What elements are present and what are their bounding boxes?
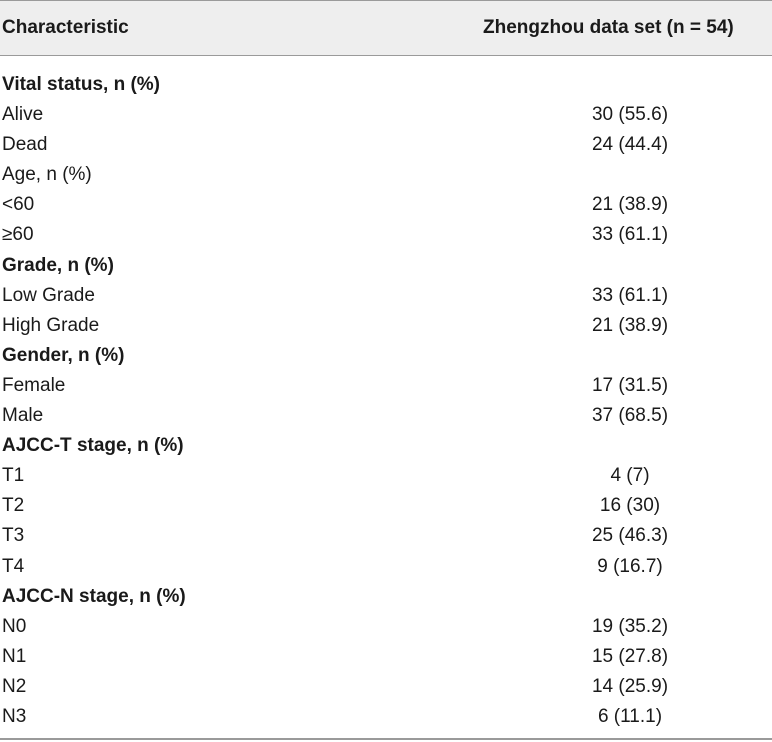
row-value: 4 (7) xyxy=(610,465,650,487)
row-value: 24 (44.4) xyxy=(591,134,669,156)
row-value: 17 (31.5) xyxy=(591,374,669,396)
row-value: 37 (68.5) xyxy=(591,405,669,427)
row-label: ≥60 xyxy=(2,224,34,246)
row-value: 25 (46.3) xyxy=(591,525,669,547)
table-row xyxy=(0,371,772,401)
section-header-row xyxy=(0,582,772,612)
row-value: 30 (55.6) xyxy=(591,104,669,126)
row-label: N3 xyxy=(2,705,27,727)
section-label: AJCC-T stage, n (%) xyxy=(2,435,184,457)
table-row xyxy=(0,702,772,732)
row-value: 14 (25.9) xyxy=(591,675,669,697)
row-value: 9 (16.7) xyxy=(597,555,663,577)
table-row xyxy=(0,521,772,551)
row-label: Female xyxy=(2,374,66,396)
table-row xyxy=(0,612,772,642)
table-row xyxy=(0,461,772,491)
row-label: T3 xyxy=(2,525,25,547)
row-label: T1 xyxy=(2,465,25,487)
row-label: T4 xyxy=(2,555,25,577)
row-label: N0 xyxy=(2,615,27,637)
table-row xyxy=(0,130,772,160)
table-row xyxy=(0,220,772,250)
row-label: Alive xyxy=(2,104,44,126)
row-label: Male xyxy=(2,405,44,427)
table-row xyxy=(0,190,772,220)
table-row xyxy=(0,552,772,582)
table-body xyxy=(0,70,772,732)
row-label: T2 xyxy=(2,495,25,517)
section-header-row xyxy=(0,251,772,281)
row-label: N2 xyxy=(2,675,27,697)
table-header-row xyxy=(0,0,772,56)
table-bottom-rule xyxy=(0,738,772,740)
row-label: Low Grade xyxy=(2,284,95,306)
table-row xyxy=(0,281,772,311)
row-value: 16 (30) xyxy=(599,495,661,517)
table-row xyxy=(0,160,772,190)
section-header-row xyxy=(0,70,772,100)
row-value: 19 (35.2) xyxy=(591,615,669,637)
row-value: 33 (61.1) xyxy=(591,284,669,306)
row-label: Dead xyxy=(2,134,48,156)
row-value: 21 (38.9) xyxy=(591,194,669,216)
table-row xyxy=(0,491,772,521)
section-label: Vital status, n (%) xyxy=(2,74,161,95)
row-label: <60 xyxy=(2,194,35,216)
table-row xyxy=(0,642,772,672)
section-label: Gender, n (%) xyxy=(2,344,125,366)
row-value: 21 (38.9) xyxy=(591,314,669,336)
row-label: High Grade xyxy=(2,314,100,336)
row-label: Age, n (%) xyxy=(2,164,92,186)
table-row xyxy=(0,100,772,130)
section-label: AJCC-N stage, n (%) xyxy=(2,585,186,607)
header-characteristic: Characteristic xyxy=(2,17,129,38)
row-label: N1 xyxy=(2,645,27,667)
table-row xyxy=(0,311,772,341)
table-row xyxy=(0,401,772,431)
section-header-row xyxy=(0,431,772,461)
section-label: Grade, n (%) xyxy=(2,254,114,276)
row-value: 33 (61.1) xyxy=(591,224,669,246)
row-value: 6 (11.1) xyxy=(597,705,663,727)
row-value: 15 (27.8) xyxy=(591,645,669,667)
table-row xyxy=(0,672,772,702)
section-header-row xyxy=(0,341,772,371)
header-dataset: Zhengzhou data set (n = 54) xyxy=(483,17,734,38)
